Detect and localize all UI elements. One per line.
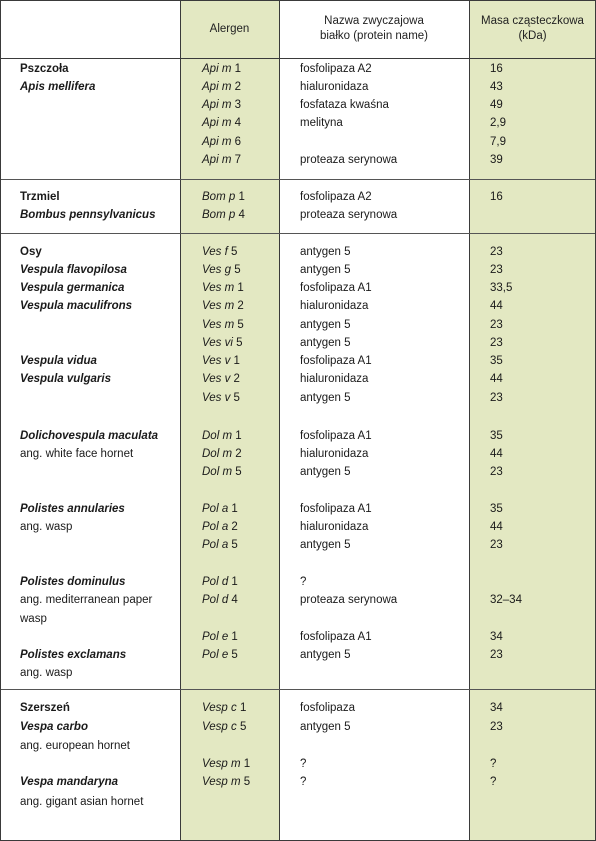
molecular-mass: 49 [490,99,503,111]
allergen-code [202,60,241,78]
allergen-number: 1 [237,282,244,294]
allergen-prefix: Pol e [202,649,229,661]
allergen-number: 1 [234,63,242,75]
allergen-code [202,151,241,169]
allergen-number: 5 [239,721,247,733]
header-mass-line1: Masa cząsteczkowa [481,15,584,27]
allergen-prefix: Bom p [202,209,236,221]
species-name: Bombus pennsylvanicus [20,209,156,221]
molecular-mass: 32–34 [490,594,522,606]
allergen-number: 5 [235,466,242,478]
species-name: Vespa carbo [20,721,88,733]
group-divider [0,233,596,234]
molecular-mass: 23 [490,649,503,661]
mass-column-shade [469,0,596,841]
allergen-prefix: Ves m [202,282,235,294]
allergen-number: 3 [234,99,242,111]
allergen-number: 5 [230,246,238,258]
allergen-code [202,370,240,388]
allergen-prefix: Api m [202,81,232,93]
species-name: ang. european hornet [20,740,130,752]
protein-name: fosfolipaza [300,702,355,714]
species-name: Vespula maculifrons [20,300,133,312]
allergen-prefix: Vesp m [202,758,241,770]
protein-name: antygen 5 [300,721,351,733]
allergen-number: 1 [231,631,238,643]
header-protein-line1: Nazwa zwyczajowa [324,15,424,27]
header-mass-line2: (kDa) [518,30,547,42]
group-divider [0,689,596,690]
header-divider [0,58,596,59]
allergen-prefix: Pol e [202,631,229,643]
allergen-prefix: Vesp c [202,702,237,714]
protein-name: antygen 5 [300,539,351,551]
allergen-number: 5 [231,539,238,551]
species-name: ang. gigant asian hornet [20,796,144,808]
allergen-code [202,573,238,591]
allergen-code [202,297,244,315]
allergen-code [202,133,241,151]
header-mass [469,0,596,58]
allergen-code [202,206,245,224]
molecular-mass: 23 [490,466,503,478]
allergen-code [202,646,238,664]
molecular-mass: 16 [490,191,503,203]
species-name: Szerszeń [20,702,70,714]
allergen-code [202,463,242,481]
allergen-prefix: Pol d [202,594,229,606]
allergen-code [202,188,245,206]
protein-name: antygen 5 [300,264,351,276]
protein-name: antygen 5 [300,466,351,478]
species-name: Osy [20,246,42,258]
allergen-code [202,718,246,736]
protein-name: proteaza serynowa [300,209,398,221]
species-name: ang. wasp [20,667,73,679]
allergen-prefix: Api m [202,154,232,166]
header-allergen [180,0,279,58]
molecular-mass: 23 [490,539,503,551]
allergen-number: 5 [234,264,241,276]
protein-name: fosfolipaza A2 [300,63,372,75]
allergen-number: 2 [235,448,242,460]
allergen-prefix: Api m [202,136,232,148]
allergen-number: 6 [234,136,242,148]
allergen-code [202,755,250,773]
molecular-mass: 23 [490,392,503,404]
protein-name: ? [300,758,307,770]
allergen-prefix: Pol a [202,503,229,515]
allergen-prefix: Ves m [202,300,235,312]
allergen-number: 4 [231,594,238,606]
allergen-number: 1 [235,430,242,442]
allergen-code [202,536,238,554]
species-name: Polistes annularies [20,503,125,515]
protein-name: antygen 5 [300,392,351,404]
protein-name: antygen 5 [300,319,351,331]
allergen-prefix: Vesp m [202,776,241,788]
molecular-mass: 23 [490,319,503,331]
molecular-mass: ? [490,776,497,788]
molecular-mass: 35 [490,503,503,515]
header-protein-line2: białko (protein name) [319,30,429,42]
species-name: ang. mediterranean paper [20,594,153,606]
allergen-code [202,78,241,96]
allergen-number: 4 [238,209,245,221]
molecular-mass: 35 [490,430,503,442]
molecular-mass: 7,9 [490,136,506,148]
protein-name: ? [300,576,307,588]
allergen-code [202,279,244,297]
allergen-code [202,96,241,114]
allergen-prefix: Dol m [202,466,233,478]
allergen-number: 2 [231,521,238,533]
species-name: Apis mellifera [20,81,96,93]
allergen-prefix: Ves m [202,319,235,331]
allergen-number: 1 [239,702,247,714]
allergen-code [202,261,241,279]
species-name: Vespa mandaryna [20,776,119,788]
allergen-code [202,334,243,352]
allergen-code [202,243,237,261]
allergen-prefix: Ves v [202,392,231,404]
molecular-mass: 44 [490,300,503,312]
molecular-mass: ? [490,758,497,770]
species-name: Polistes dominulus [20,576,126,588]
allergen-code [202,699,246,717]
allergen-number: 2 [234,81,242,93]
allergen-code [202,352,240,370]
allergen-number: 1 [231,503,238,515]
header-protein-name [279,0,469,58]
protein-name: fosfataza kwaśna [300,99,389,111]
species-name: ang. white face hornet [20,448,134,460]
molecular-mass: 44 [490,521,503,533]
protein-name: fosfolipaza A1 [300,430,372,442]
allergen-code [202,114,241,132]
protein-name: proteaza serynowa [300,594,398,606]
protein-name: antygen 5 [300,649,351,661]
molecular-mass: 43 [490,81,503,93]
allergen-prefix: Pol a [202,539,229,551]
molecular-mass: 23 [490,264,503,276]
species-name: Pszczoła [20,63,69,75]
allergen-prefix: Bom p [202,191,236,203]
protein-name: antygen 5 [300,337,351,349]
header-allergen-label: Alergen [209,22,250,35]
allergen-prefix: Api m [202,63,232,75]
protein-name: hialuronidaza [300,448,369,460]
molecular-mass: 16 [490,63,503,75]
allergen-code [202,427,242,445]
allergen-prefix: Dol m [202,430,233,442]
column-divider [469,0,470,841]
allergen-number: 2 [237,300,244,312]
allergen-number: 5 [231,649,238,661]
column-divider [279,0,280,841]
allergen-number: 1 [231,576,238,588]
allergen-code [202,389,240,407]
protein-name: fosfolipaza A1 [300,631,372,643]
molecular-mass: 23 [490,246,503,258]
species-name: ang. wasp [20,521,73,533]
allergen-prefix: Ves v [202,373,231,385]
species-name: Vespula vulgaris [20,373,111,385]
allergen-code [202,591,238,609]
molecular-mass: 23 [490,721,503,733]
species-name: Vespula germanica [20,282,125,294]
allergen-number: 2 [233,373,240,385]
protein-name: antygen 5 [300,246,351,258]
allergen-code [202,628,238,646]
allergen-number: 5 [236,337,243,349]
allergen-code [202,500,238,518]
allergen-number: 1 [233,355,240,367]
allergen-number: 4 [234,117,242,129]
allergen-prefix: Api m [202,117,232,129]
species-name: wasp [20,613,47,625]
allergen-prefix: Vesp c [202,721,237,733]
allergen-code [202,316,244,334]
protein-name: melityna [300,117,343,129]
allergen-prefix: Pol a [202,521,229,533]
molecular-mass: 35 [490,355,503,367]
molecular-mass: 34 [490,631,503,643]
molecular-mass: 44 [490,448,503,460]
allergen-number: 5 [237,319,244,331]
molecular-mass: 44 [490,373,503,385]
allergen-prefix: Dol m [202,448,233,460]
column-divider [180,0,181,841]
species-name: Dolichovespula maculata [20,430,159,442]
molecular-mass: 33,5 [490,282,513,294]
allergen-code [202,445,242,463]
allergen-prefix: Pol d [202,576,229,588]
allergen-number: 5 [243,776,251,788]
protein-name: hialuronidaza [300,373,369,385]
allergen-number: 5 [233,392,240,404]
allergen-prefix: Ves v [202,355,231,367]
species-name: Polistes exclamans [20,649,127,661]
protein-name: fosfolipaza A1 [300,503,372,515]
protein-name: proteaza serynowa [300,154,398,166]
protein-name: fosfolipaza A1 [300,282,372,294]
allergen-prefix: Ves vi [202,337,233,349]
protein-name: ? [300,776,307,788]
molecular-mass: 2,9 [490,117,506,129]
protein-name: hialuronidaza [300,81,369,93]
molecular-mass: 39 [490,154,503,166]
allergen-prefix: Ves g [202,264,231,276]
protein-name: hialuronidaza [300,521,369,533]
species-name: Vespula flavopilosa [20,264,127,276]
allergen-number: 1 [243,758,251,770]
allergen-prefix: Api m [202,99,232,111]
protein-name: fosfolipaza A1 [300,355,372,367]
allergen-number: 1 [238,191,245,203]
species-name: Trzmiel [20,191,60,203]
molecular-mass: 23 [490,337,503,349]
allergen-code [202,773,250,791]
protein-name: fosfolipaza A2 [300,191,372,203]
protein-name: hialuronidaza [300,300,369,312]
allergen-prefix: Ves f [202,246,228,258]
allergen-number: 7 [234,154,242,166]
group-divider [0,179,596,180]
allergen-code [202,518,238,536]
species-name: Vespula vidua [20,355,97,367]
molecular-mass: 34 [490,702,503,714]
